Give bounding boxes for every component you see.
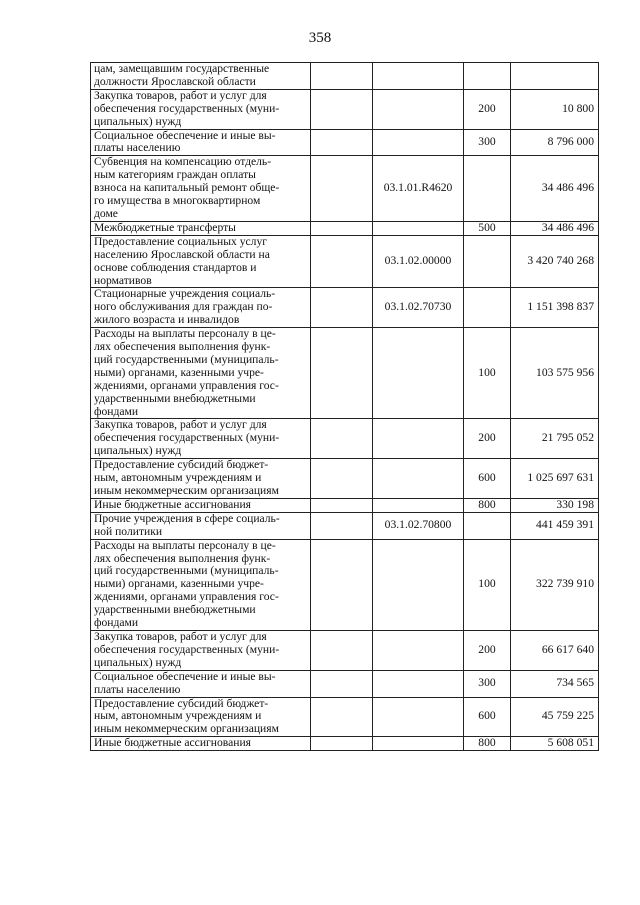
row-name-cell: Субвенция на компенсацию отдель- ным категориям граждан оплаты взноса на капитальный ремонт обще- го имущества в многоквартирном доме	[91, 156, 311, 222]
row-code-cell: 03.1.02.00000	[373, 235, 464, 288]
row-amount-cell: 21 795 052	[511, 419, 599, 459]
row-empty-cell	[311, 419, 373, 459]
row-amount-cell: 322 739 910	[511, 539, 599, 630]
row-type-cell: 200	[464, 89, 511, 129]
row-code-cell	[373, 328, 464, 419]
row-empty-cell	[311, 221, 373, 235]
row-type-cell: 600	[464, 697, 511, 737]
row-type-cell: 800	[464, 498, 511, 512]
table-row	[91, 328, 599, 419]
row-code-cell	[373, 670, 464, 697]
table-row	[91, 89, 599, 129]
row-amount-cell: 34 486 496	[511, 221, 599, 235]
row-empty-cell	[311, 459, 373, 499]
row-empty-cell	[311, 328, 373, 419]
row-type-cell	[464, 512, 511, 539]
row-type-cell: 500	[464, 221, 511, 235]
row-empty-cell	[311, 288, 373, 328]
table-row	[91, 459, 599, 499]
row-empty-cell	[311, 512, 373, 539]
budget-table	[90, 62, 599, 751]
row-empty-cell	[311, 630, 373, 670]
table-row	[91, 63, 599, 90]
row-name-cell: Иные бюджетные ассигнования	[91, 737, 311, 751]
row-code-cell	[373, 129, 464, 156]
table-row	[91, 221, 599, 235]
row-empty-cell	[311, 89, 373, 129]
row-amount-cell: 103 575 956	[511, 328, 599, 419]
row-code-cell	[373, 89, 464, 129]
row-name-cell: Социальное обеспечение и иные вы- платы населению	[91, 129, 311, 156]
row-code-cell	[373, 221, 464, 235]
row-name-cell: Закупка товаров, работ и услуг для обеспечения государственных (муни- ципальных) нужд	[91, 89, 311, 129]
table-row	[91, 539, 599, 630]
table-row	[91, 498, 599, 512]
row-amount-cell: 45 759 225	[511, 697, 599, 737]
row-code-cell: 03.1.02.70800	[373, 512, 464, 539]
row-type-cell	[464, 288, 511, 328]
table-row	[91, 737, 599, 751]
row-code-cell	[373, 630, 464, 670]
row-name-cell: Социальное обеспечение и иные вы- платы населению	[91, 670, 311, 697]
row-type-cell: 200	[464, 630, 511, 670]
row-amount-cell: 441 459 391	[511, 512, 599, 539]
row-type-cell: 600	[464, 459, 511, 499]
row-name-cell: Стационарные учреждения социаль- ного обслуживания для граждан по- жилого возраста и инвалидов	[91, 288, 311, 328]
row-type-cell: 300	[464, 670, 511, 697]
table-row	[91, 419, 599, 459]
table-row	[91, 288, 599, 328]
row-name-cell: Расходы на выплаты персоналу в це- лях обеспечения выполнения функ- ций государственными (муниципаль- ными) органами, казенными учре- ждениями, органами управления гос- ударственными внебюджетными фондами	[91, 539, 311, 630]
row-code-cell	[373, 737, 464, 751]
row-code-cell	[373, 697, 464, 737]
row-code-cell	[373, 498, 464, 512]
row-type-cell: 100	[464, 539, 511, 630]
row-code-cell: 03.1.01.R4620	[373, 156, 464, 222]
row-amount-cell: 1 151 398 837	[511, 288, 599, 328]
table-row	[91, 670, 599, 697]
row-name-cell: Межбюджетные трансферты	[91, 221, 311, 235]
row-type-cell: 800	[464, 737, 511, 751]
page-number: 358	[308, 30, 332, 46]
row-name-cell: Закупка товаров, работ и услуг для обеспечения государственных (муни- ципальных) нужд	[91, 419, 311, 459]
row-type-cell	[464, 156, 511, 222]
table-row	[91, 512, 599, 539]
row-code-cell	[373, 419, 464, 459]
row-amount-cell	[511, 63, 599, 90]
row-code-cell	[373, 539, 464, 630]
row-name-cell: Предоставление субсидий бюджет- ным, автономным учреждениям и иным некоммерческим организациям	[91, 459, 311, 499]
row-name-cell: Прочие учреждения в сфере социаль- ной политики	[91, 512, 311, 539]
table-row	[91, 129, 599, 156]
row-name-cell: Предоставление субсидий бюджет- ным, автономным учреждениям и иным некоммерческим организациям	[91, 697, 311, 737]
table-row	[91, 697, 599, 737]
row-name-cell: Закупка товаров, работ и услуг для обеспечения государственных (муни- ципальных) нужд	[91, 630, 311, 670]
row-empty-cell	[311, 498, 373, 512]
row-empty-cell	[311, 670, 373, 697]
row-code-cell: 03.1.02.70730	[373, 288, 464, 328]
row-amount-cell: 10 800	[511, 89, 599, 129]
row-empty-cell	[311, 129, 373, 156]
row-type-cell	[464, 63, 511, 90]
table-row	[91, 235, 599, 288]
row-code-cell	[373, 459, 464, 499]
row-type-cell: 100	[464, 328, 511, 419]
row-empty-cell	[311, 539, 373, 630]
row-amount-cell: 734 565	[511, 670, 599, 697]
row-type-cell	[464, 235, 511, 288]
row-type-cell: 300	[464, 129, 511, 156]
row-empty-cell	[311, 737, 373, 751]
row-empty-cell	[311, 63, 373, 90]
row-empty-cell	[311, 697, 373, 737]
row-amount-cell: 34 486 496	[511, 156, 599, 222]
row-amount-cell: 66 617 640	[511, 630, 599, 670]
row-empty-cell	[311, 235, 373, 288]
row-code-cell	[373, 63, 464, 90]
row-amount-cell: 5 608 051	[511, 737, 599, 751]
budget-table-body	[91, 63, 599, 751]
row-amount-cell: 8 796 000	[511, 129, 599, 156]
row-empty-cell	[311, 156, 373, 222]
table-row	[91, 630, 599, 670]
row-name-cell: Предоставление социальных услуг населению Ярославской области на основе соблюдения стандартов и нормативов	[91, 235, 311, 288]
row-amount-cell: 1 025 697 631	[511, 459, 599, 499]
row-name-cell: Расходы на выплаты персоналу в це- лях обеспечения выполнения функ- ций государственными (муниципаль- ными) органами, казенными учре- ждениями, органами управления гос- ударственными внебюджетными фондами	[91, 328, 311, 419]
table-row	[91, 156, 599, 222]
row-name-cell: Иные бюджетные ассигнования	[91, 498, 311, 512]
row-name-cell: цам, замещавшим государственные должности Ярославской области	[91, 63, 311, 90]
row-amount-cell: 3 420 740 268	[511, 235, 599, 288]
row-type-cell: 200	[464, 419, 511, 459]
row-amount-cell: 330 198	[511, 498, 599, 512]
